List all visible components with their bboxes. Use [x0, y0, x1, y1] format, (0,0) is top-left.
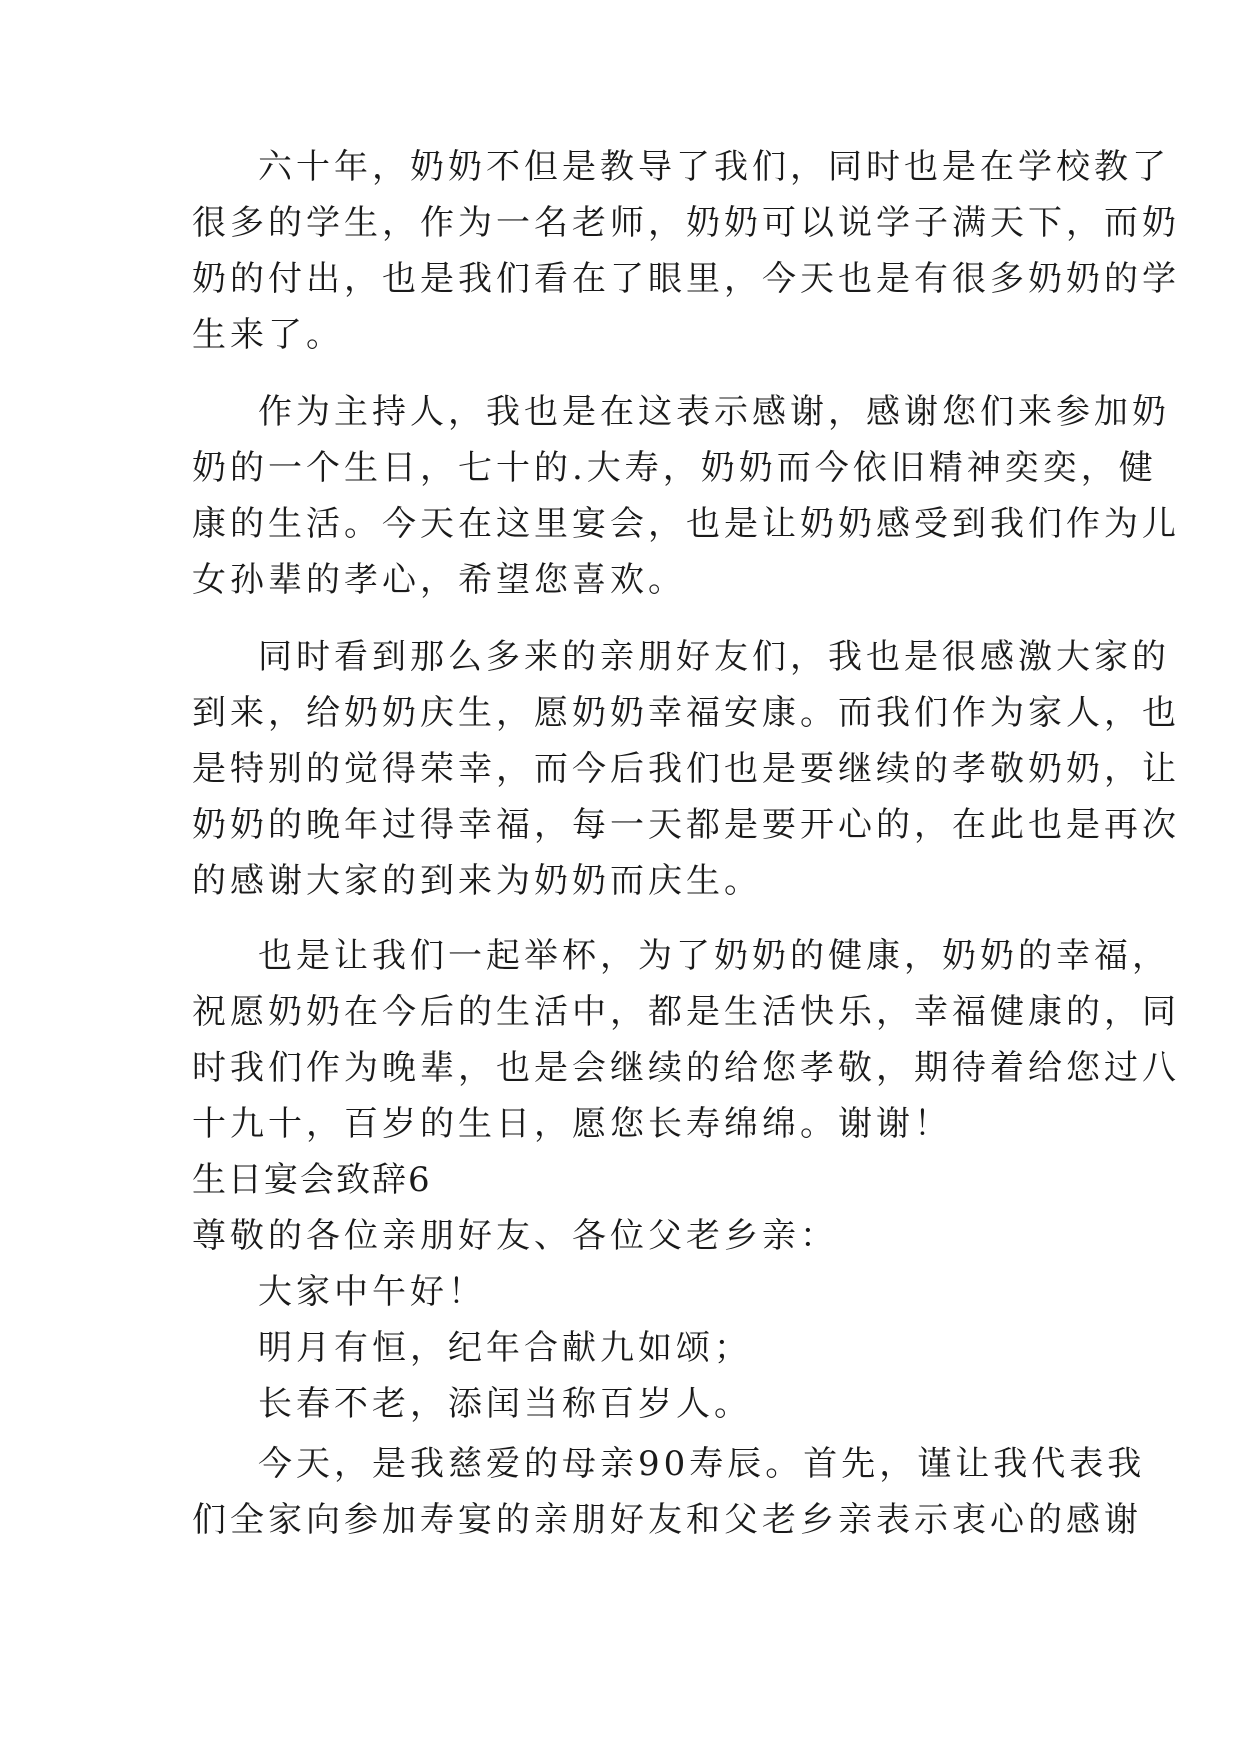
paragraph-line: 同时看到那么多来的亲朋好友们，我也是很感激大家的 [258, 637, 1170, 677]
paragraph-line: 们全家向参加寿宴的亲朋好友和父老乡亲表示衷心的感谢 [192, 1500, 1142, 1540]
couplet-line: 长春不老，添闰当称百岁人。 [258, 1384, 752, 1424]
greeting-line: 大家中午好！ [258, 1272, 486, 1312]
paragraph-line: 到来，给奶奶庆生，愿奶奶幸福安康。而我们作为家人，也 [192, 693, 1180, 733]
paragraph-line: 作为主持人，我也是在这表示感谢，感谢您们来参加奶 [258, 392, 1170, 432]
paragraph-line: 女孙辈的孝心，希望您喜欢。 [192, 560, 686, 600]
paragraph-line: 奶的一个生日，七十的.大寿，奶奶而今依旧精神奕奕，健 [192, 448, 1157, 488]
paragraph-line: 的感谢大家的到来为奶奶而庆生。 [192, 861, 762, 901]
paragraph-line: 生来了。 [192, 315, 344, 355]
paragraph-line: 时我们作为晚辈，也是会继续的给您孝敬，期待着给您过八 [192, 1048, 1180, 1088]
paragraph-line: 奶的付出，也是我们看在了眼里，今天也是有很多奶奶的学 [192, 259, 1180, 299]
paragraph-line: 也是让我们一起举杯，为了奶奶的健康，奶奶的幸福， [258, 936, 1170, 976]
paragraph-line: 祝愿奶奶在今后的生活中，都是生活快乐，幸福健康的，同 [192, 992, 1180, 1032]
paragraph-line: 奶奶的晚年过得幸福，每一天都是要开心的，在此也是再次 [192, 805, 1180, 845]
paragraph-line: 康的生活。今天在这里宴会，也是让奶奶感受到我们作为儿 [192, 504, 1180, 544]
paragraph-line: 是特别的觉得荣幸，而今后我们也是要继续的孝敬奶奶，让 [192, 749, 1180, 789]
paragraph-line: 很多的学生，作为一名老师，奶奶可以说学子满天下，而奶 [192, 203, 1180, 243]
paragraph-line: 今天，是我慈爱的母亲90寿辰。首先，谨让我代表我 [258, 1444, 1146, 1484]
paragraph-line: 六十年，奶奶不但是教导了我们，同时也是在学校教了 [258, 147, 1170, 187]
salutation: 尊敬的各位亲朋好友、各位父老乡亲： [192, 1216, 838, 1256]
paragraph-line: 十九十，百岁的生日，愿您长寿绵绵。谢谢！ [192, 1104, 952, 1144]
section-heading: 生日宴会致辞6 [192, 1160, 432, 1200]
couplet-line: 明月有恒，纪年合献九如颂； [258, 1328, 752, 1368]
